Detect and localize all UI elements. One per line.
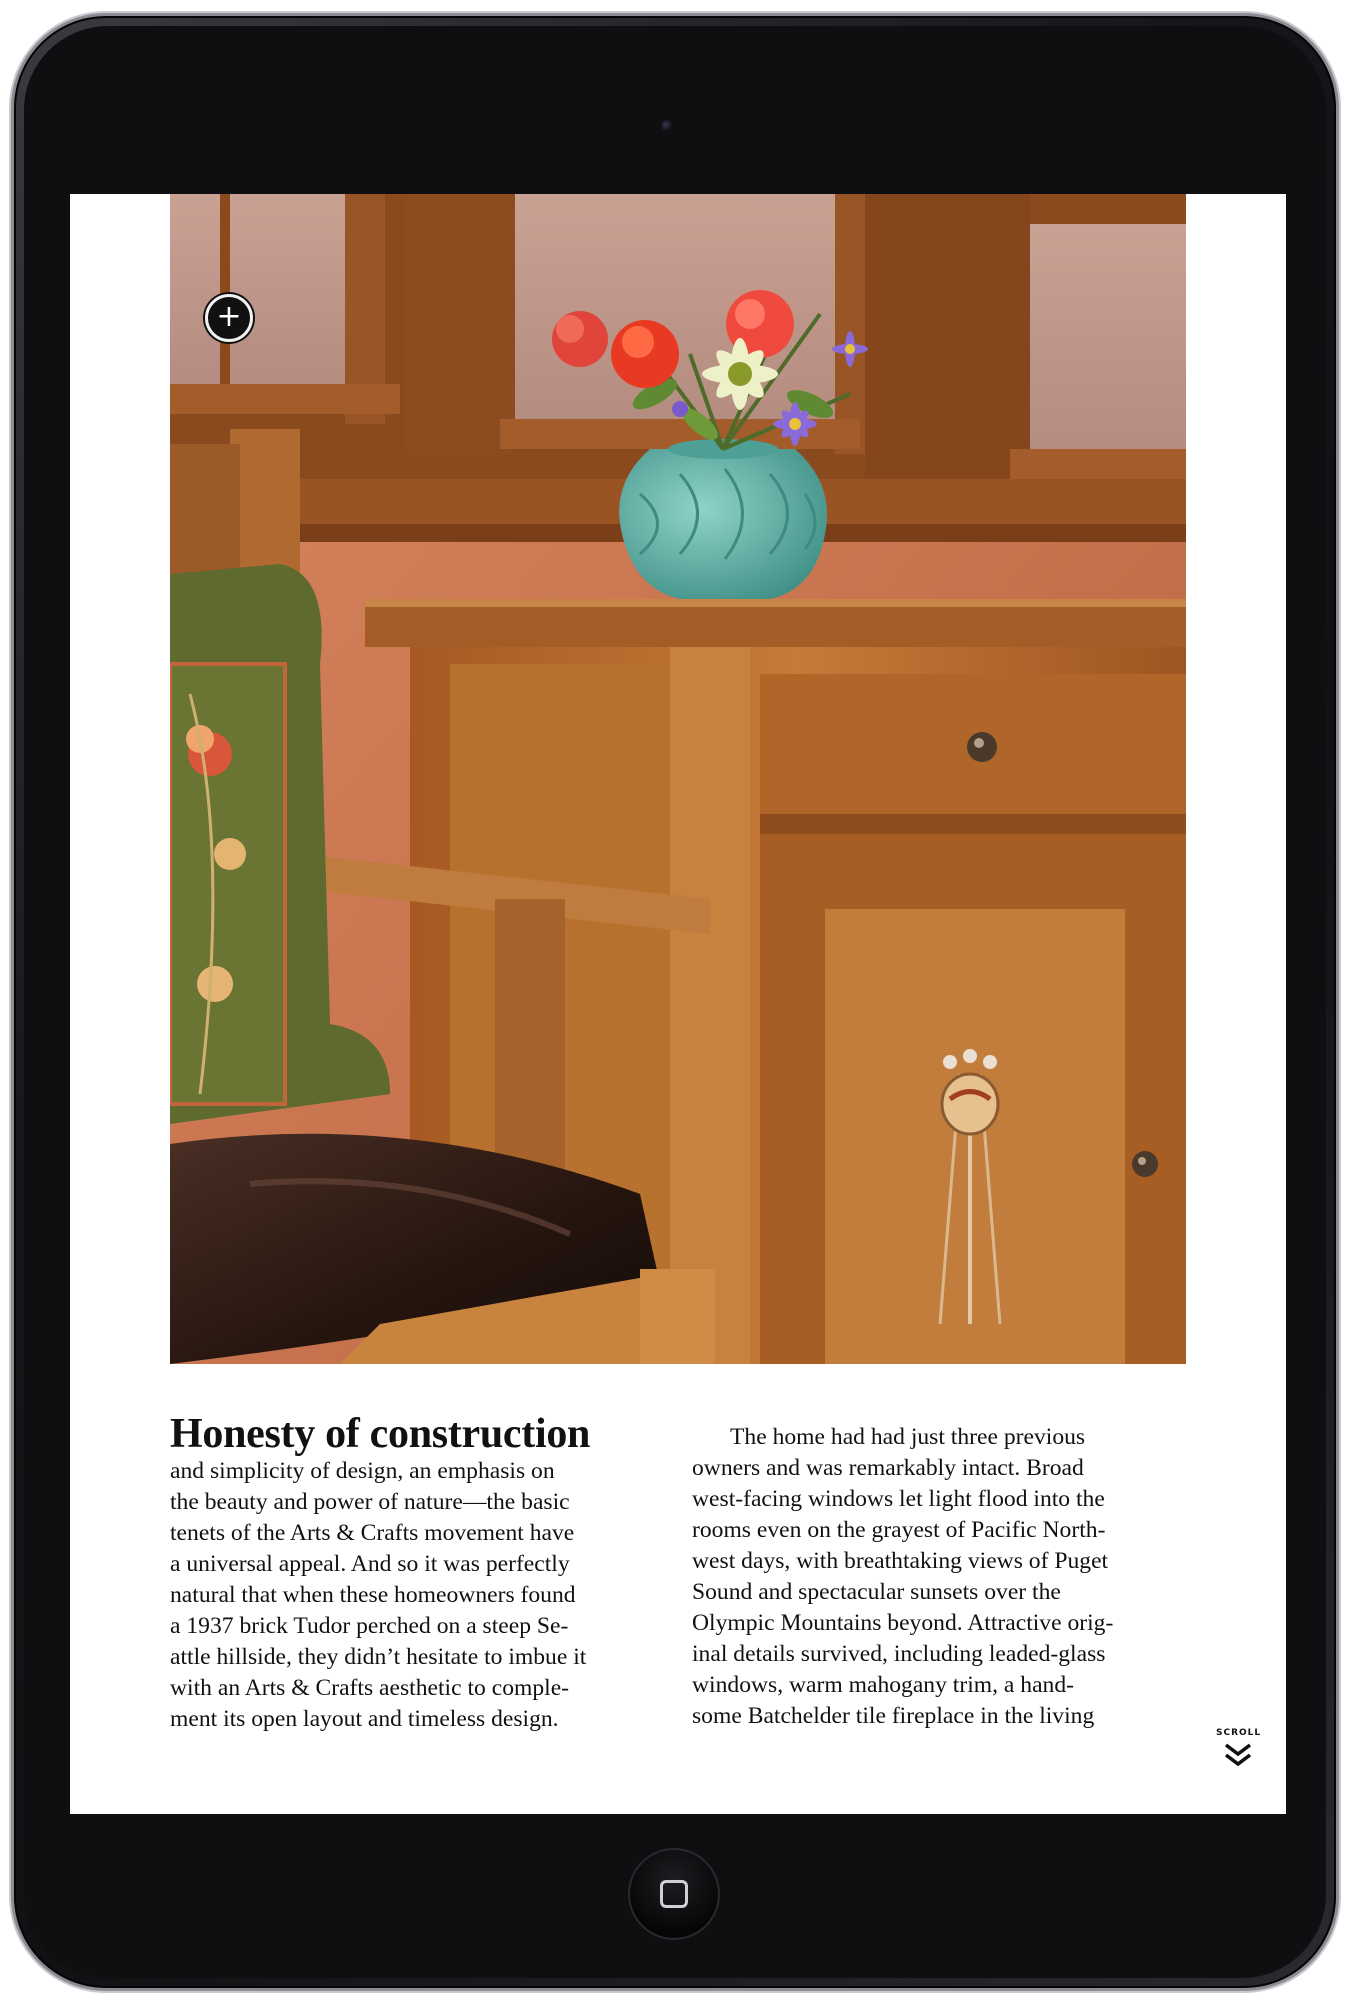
- app-screen: [70, 194, 1286, 1814]
- text-line: west-facing windows let light flood into the: [692, 1486, 1105, 1512]
- text-line: The home had had just three previous: [730, 1424, 1086, 1450]
- text-line: a universal appeal. And so it was perfectly: [170, 1551, 570, 1577]
- scroll-indicator[interactable]: [1216, 1728, 1260, 1768]
- photo-illustration: [170, 194, 1186, 1364]
- text-line: some Batchelder tile fireplace in the living: [692, 1703, 1095, 1729]
- text-line: attle hillside, they didn’t hesitate to imbue it: [170, 1644, 587, 1670]
- article-photo: [170, 194, 1186, 1364]
- double-chevron-down-icon: [1223, 1742, 1253, 1768]
- article-column-2: [692, 1422, 1182, 1732]
- text-line: natural that when these homeowners found: [170, 1582, 576, 1608]
- text-line: windows, warm mahogany trim, a hand-: [692, 1672, 1075, 1698]
- article-column-1: [170, 1412, 660, 1735]
- text-line: tenets of the Arts & Crafts movement have: [170, 1520, 575, 1546]
- camera-icon: [661, 120, 673, 132]
- text-line: Olympic Mountains beyond. Attractive orig-: [692, 1610, 1114, 1636]
- text-line: owners and was remarkably intact. Broad: [692, 1455, 1084, 1481]
- text-line: with an Arts & Crafts aesthetic to comple-: [170, 1675, 570, 1701]
- home-button[interactable]: [628, 1848, 720, 1940]
- article-heading: Honesty of construction: [170, 1411, 591, 1457]
- text-line: a 1937 brick Tudor perched on a steep Se-: [170, 1613, 569, 1639]
- scroll-label: SCROLL: [1216, 1728, 1262, 1738]
- text-line: rooms even on the grayest of Pacific North-: [692, 1517, 1106, 1543]
- photo-zoom-button[interactable]: [205, 294, 253, 342]
- plus-icon: +: [216, 299, 242, 334]
- text-line: inal details survived, including leaded-glass: [692, 1641, 1106, 1667]
- text-line: the beauty and power of nature—the basic: [170, 1489, 570, 1515]
- article-body: [170, 1412, 1186, 1752]
- text-line: west days, with breathtaking views of Puget: [692, 1548, 1109, 1574]
- home-square-icon: [660, 1880, 688, 1908]
- text-line: and simplicity of design, an emphasis on: [170, 1458, 555, 1484]
- text-line: ment its open layout and timeless design.: [170, 1706, 559, 1732]
- text-line: Sound and spectacular sunsets over the: [692, 1579, 1061, 1605]
